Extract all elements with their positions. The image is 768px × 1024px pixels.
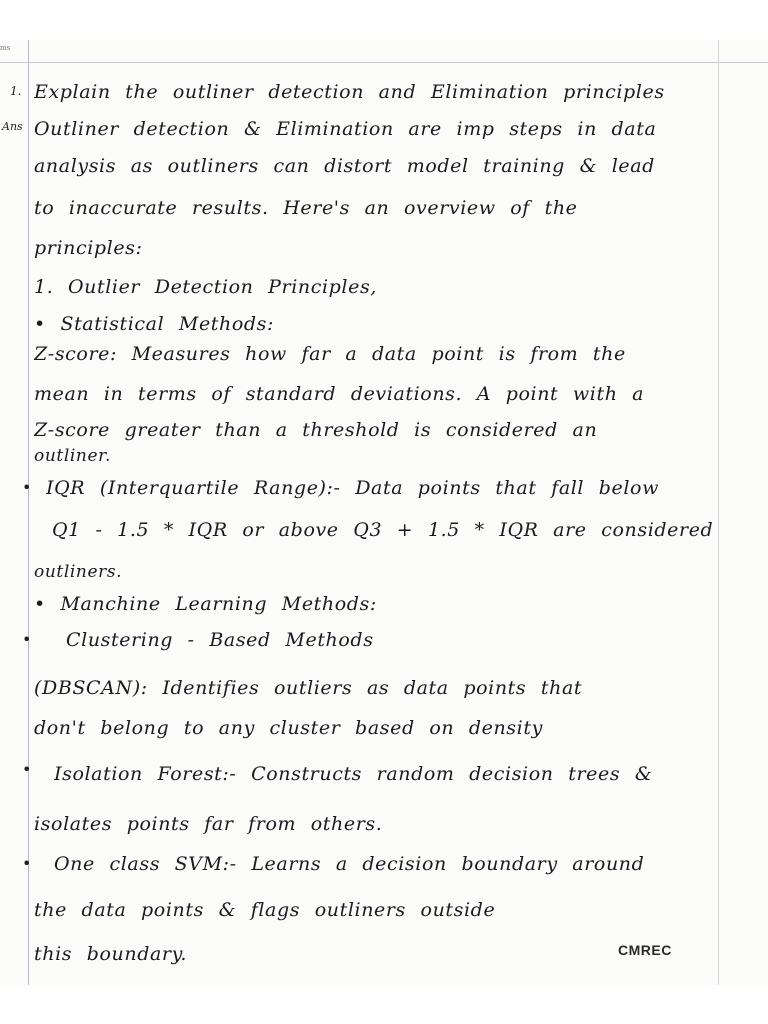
answer-mark: Ans <box>2 120 23 133</box>
text-line-2: analysis as outliners can distort model training & lead <box>34 155 655 177</box>
bullet-isolation: • <box>22 760 32 779</box>
text-line-4: principles: <box>34 237 143 259</box>
bullet-iqr: • <box>22 478 32 497</box>
text-line-1: Outliner detection & Elimination are imp steps in data <box>34 118 657 140</box>
corner-mark: ms <box>0 44 11 52</box>
text-line-svm-3: this boundary. <box>34 943 188 965</box>
text-line-iqr-2: Q1 - 1.5 * IQR or above Q3 + 1.5 * IQR are considered <box>52 519 714 541</box>
question-number: 1. <box>10 84 22 98</box>
bullet-svm: • <box>22 854 32 873</box>
text-line-iqr-1: IQR (Interquartile Range):- Data points that fall below <box>46 477 659 499</box>
text-line-iqr-3: outliners. <box>34 562 123 582</box>
text-line-clustering: Clustering - Based Methods <box>66 629 374 651</box>
text-line-dbscan-1: (DBSCAN): Identifies outliers as data points that <box>34 677 583 699</box>
text-line-dbscan-2: don't belong to any cluster based on density <box>34 717 543 739</box>
subheading-statistical: • Statistical Methods: <box>34 313 275 335</box>
footer-brand: CMREC <box>618 942 672 958</box>
header-rule <box>0 62 768 63</box>
bullet-clustering: • <box>22 630 32 649</box>
text-line-svm-1: One class SVM:- Learns a decision boundary around <box>54 853 645 875</box>
top-border <box>0 0 768 40</box>
text-line-zscore-1: Z-score: Measures how far a data point is from the <box>34 343 626 365</box>
margin-line <box>28 40 29 985</box>
right-edge-line <box>718 40 719 985</box>
text-line-zscore-3: Z-score greater than a threshold is considered an <box>34 419 598 441</box>
text-line-isolation-2: isolates points far from others. <box>34 813 383 835</box>
text-line-3: to inaccurate results. Here's an overview of the <box>34 197 578 219</box>
bottom-border <box>0 985 768 1024</box>
subheading-ml-methods: • Manchine Learning Methods: <box>34 593 377 615</box>
section-heading-1: 1. Outlier Detection Principles, <box>34 276 377 298</box>
text-line-svm-2: the data points & flags outliners outside <box>34 899 496 921</box>
question-text: Explain the outliner detection and Elimination principles <box>34 81 665 103</box>
text-line-zscore-2: mean in terms of standard deviations. A point with a <box>34 383 645 405</box>
text-line-zscore-4: outliner. <box>34 446 111 466</box>
text-line-isolation-1: Isolation Forest:- Constructs random decision trees & <box>54 763 653 785</box>
